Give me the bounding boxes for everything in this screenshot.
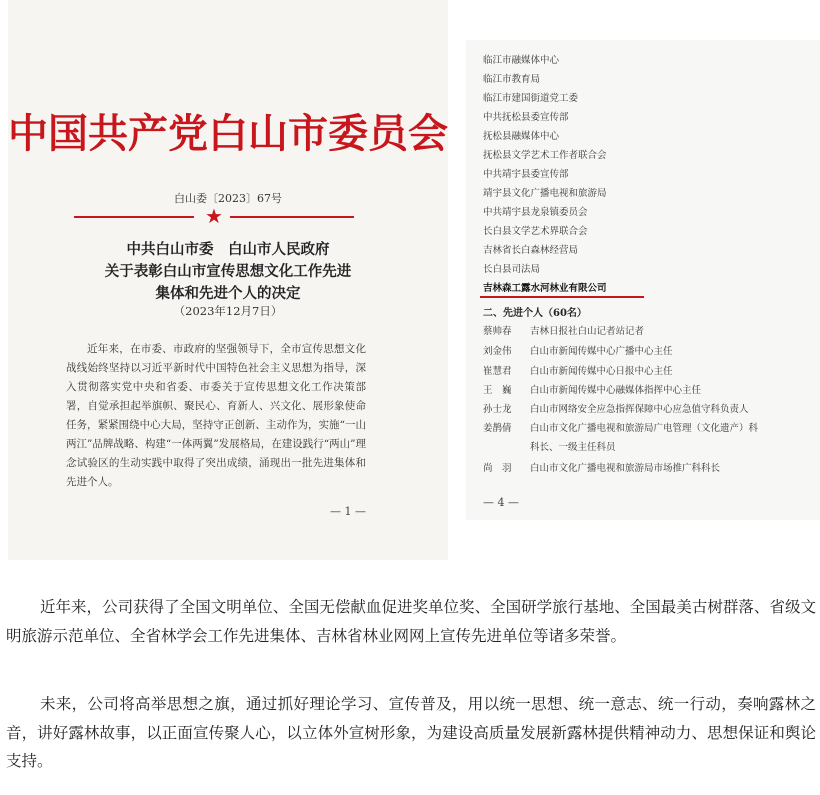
unit-list-item: 抚松县融媒体中心 <box>483 131 560 142</box>
unit-list-item: 吉林省长白森林经营局 <box>483 245 579 256</box>
person-title: 白山市新闻传媒中心融媒体指挥中心主任 <box>530 385 702 396</box>
unit-list-item: 临江市建国街道党工委 <box>483 93 579 104</box>
unit-list-item: 长白县司法局 <box>483 264 541 275</box>
section-title: 二、先进个人（60名） <box>483 308 587 319</box>
red-rule-right <box>230 216 354 218</box>
page-number: — 1 — <box>330 505 366 518</box>
document-header: 中国共产党白山市委员会 <box>8 111 448 157</box>
highlighted-unit: 吉林森工露水河林业有限公司 <box>483 283 607 294</box>
person-title: 科长、一级主任科员 <box>530 442 616 453</box>
person-name: 刘金伟 <box>483 346 512 357</box>
person-title: 白山市网络安全应急指挥保障中心应急值守科负责人 <box>530 404 749 415</box>
right-document-page <box>466 40 820 520</box>
person-title: 白山市文化广播电视和旅游局广电管理（文化遗产）科 <box>530 423 759 434</box>
person-title: 白山市新闻传媒中心日报中心主任 <box>530 366 673 377</box>
article-paragraph: 未来，公司将高举思想之旗，通过抓好理论学习、宣传普及，用以统一思想、统一意志、统一行动，奏响露林之音，讲好露林故事，以正面宣传聚人心，以立体外宣树形象，为建设高质量发展新露林提供精神动力、思想保证和舆论支持。 <box>6 695 816 770</box>
unit-list-item: 中共靖宇县龙泉镇委员会 <box>483 207 588 218</box>
person-name: 姜鹊倩 <box>483 423 512 434</box>
person-title: 吉林日报社白山记者站记者 <box>530 326 645 337</box>
unit-list-item: 靖宇县文化广播电视和旅游局 <box>483 188 607 199</box>
document-number: 白山委〔2023〕67号 <box>174 192 282 205</box>
unit-list-item: 长白县文学艺术界联合会 <box>483 226 588 237</box>
article-paragraph: 近年来，公司获得了全国文明单位、全国无偿献血促进奖单位奖、全国研学旅行基地、全国最美古树群落、省级文明旅游示范单位、全省林学会工作先进集体、吉林省林业网网上宣传先进单位等诸多荣誉。 <box>6 598 816 645</box>
page-number: — 4 — <box>483 496 519 509</box>
person-name: 王 巍 <box>483 385 512 396</box>
person-name: 尚 羽 <box>483 463 512 474</box>
person-name: 蔡帅春 <box>483 326 512 337</box>
document-title-line: 中共白山市委 白山市人民政府 <box>126 241 330 258</box>
person-name: 崔慧君 <box>483 366 512 377</box>
red-star-icon: ★ <box>205 204 223 228</box>
person-title: 白山市文化广播电视和旅游局市场推广科科长 <box>530 463 721 474</box>
unit-list-item: 中共靖宇县委宣传部 <box>483 169 569 180</box>
document-body-text: 近年来，在市委、市政府的坚强领导下，全市宣传思想文化战线始终坚持以习近平新时代中国特色社会主义思想为指导，深入贯彻落实党中央和省委、市委关于宣传思想文化工作决策部署，自觉承担起举旗帜、聚民心、育新人、兴文化、展形象使命任务，紧紧围绕中心大局，坚持守正创新、主动作为，实施“一山两江”品牌战略、构建“一体两翼”发展格局，在建设践行“两山”理念试验区的生动实践中取得了突出成绩，涌现出一批先进集体和先进个人。 <box>66 343 366 488</box>
document-title-line: 关于表彰白山市宣传思想文化工作先进 <box>104 263 352 280</box>
person-title: 白山市新闻传媒中心广播中心主任 <box>530 346 673 357</box>
red-highlight-underline <box>480 296 644 298</box>
left-document-page <box>8 0 448 560</box>
person-name: 孙士龙 <box>483 404 512 415</box>
unit-list-item: 临江市融媒体中心 <box>483 55 560 66</box>
unit-list-item: 中共抚松县委宣传部 <box>483 112 569 123</box>
document-date: （2023年12月7日） <box>173 304 283 318</box>
unit-list-item: 抚松县文学艺术工作者联合会 <box>483 150 607 161</box>
red-rule-left <box>74 216 194 218</box>
unit-list-item: 临江市教育局 <box>483 74 541 85</box>
document-title-line: 集体和先进个人的决定 <box>155 285 301 302</box>
